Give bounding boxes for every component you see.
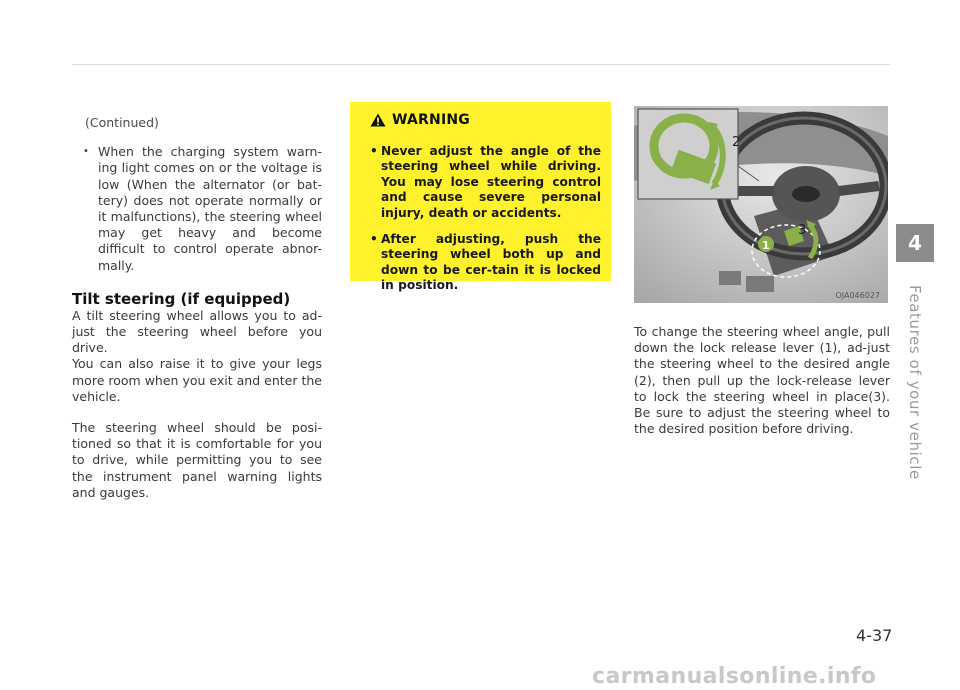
warning-text: Never adjust the angle of the steering wheel while driving. You may lose steering control and cause severe personal injury, death or accidents. <box>381 144 601 220</box>
list-item <box>370 144 601 221</box>
warning-header <box>370 112 601 128</box>
callout-3: 3 <box>798 223 807 238</box>
chapter-title: Features of your vehicle <box>906 285 924 480</box>
charging-warning-text: When the charging system warn-ing light comes on or the voltage is low (When the alternator (or bat-tery) does not operate normally or it malfunctions), the steering wheel may get heavy and become difficult to control operate abnor-mally. <box>98 144 322 273</box>
continued-label: (Continued) <box>85 115 159 130</box>
warning-title: WARNING <box>392 112 470 128</box>
warning-text: After adjusting, push the steering wheel both up and down to be cer-tain it is locked in position. <box>381 232 601 293</box>
callout-2: 2 <box>732 135 741 150</box>
steering-tilt-illustration <box>634 106 888 303</box>
warning-triangle-icon <box>370 113 386 127</box>
right-column-text: To change the steering wheel angle, pull down the lock release lever (1), ad-just the steering wheel to the desired angle (2), then pull up the lock-release lever to lock the steering wheel in place(3). Be sure to adjust the steering wheel to the desired position before driving. <box>634 324 890 437</box>
list-item <box>83 144 322 274</box>
callout-1: 1 <box>762 239 770 252</box>
paragraph: A tilt steering wheel allows you to ad-just the steering wheel before you drive. <box>72 307 322 356</box>
warning-box <box>350 102 611 293</box>
figure-code: OJA046027 <box>835 291 880 300</box>
bullet-icon: • <box>370 144 378 158</box>
list-item <box>370 232 601 294</box>
section-heading: Tilt steering (if equipped) <box>72 289 291 308</box>
left-column <box>72 115 322 501</box>
watermark: carmanualsonline.info <box>592 664 877 689</box>
paragraph: The steering wheel should be posi-tioned so that it is comfortable for you to drive, while permitting you to see the instrument panel warning lights and gauges. <box>72 420 322 500</box>
bullet-icon: • <box>83 146 89 158</box>
chapter-tab: 4 <box>896 224 934 262</box>
warning-list <box>370 144 601 294</box>
bullet-icon: • <box>370 232 378 247</box>
page-number: 4-37 <box>856 626 893 645</box>
top-divider <box>72 64 890 65</box>
paragraph: You can also raise it to give your legs more room when you exit and enter the vehicle. <box>72 356 322 404</box>
steering-wheel-image <box>634 106 888 303</box>
